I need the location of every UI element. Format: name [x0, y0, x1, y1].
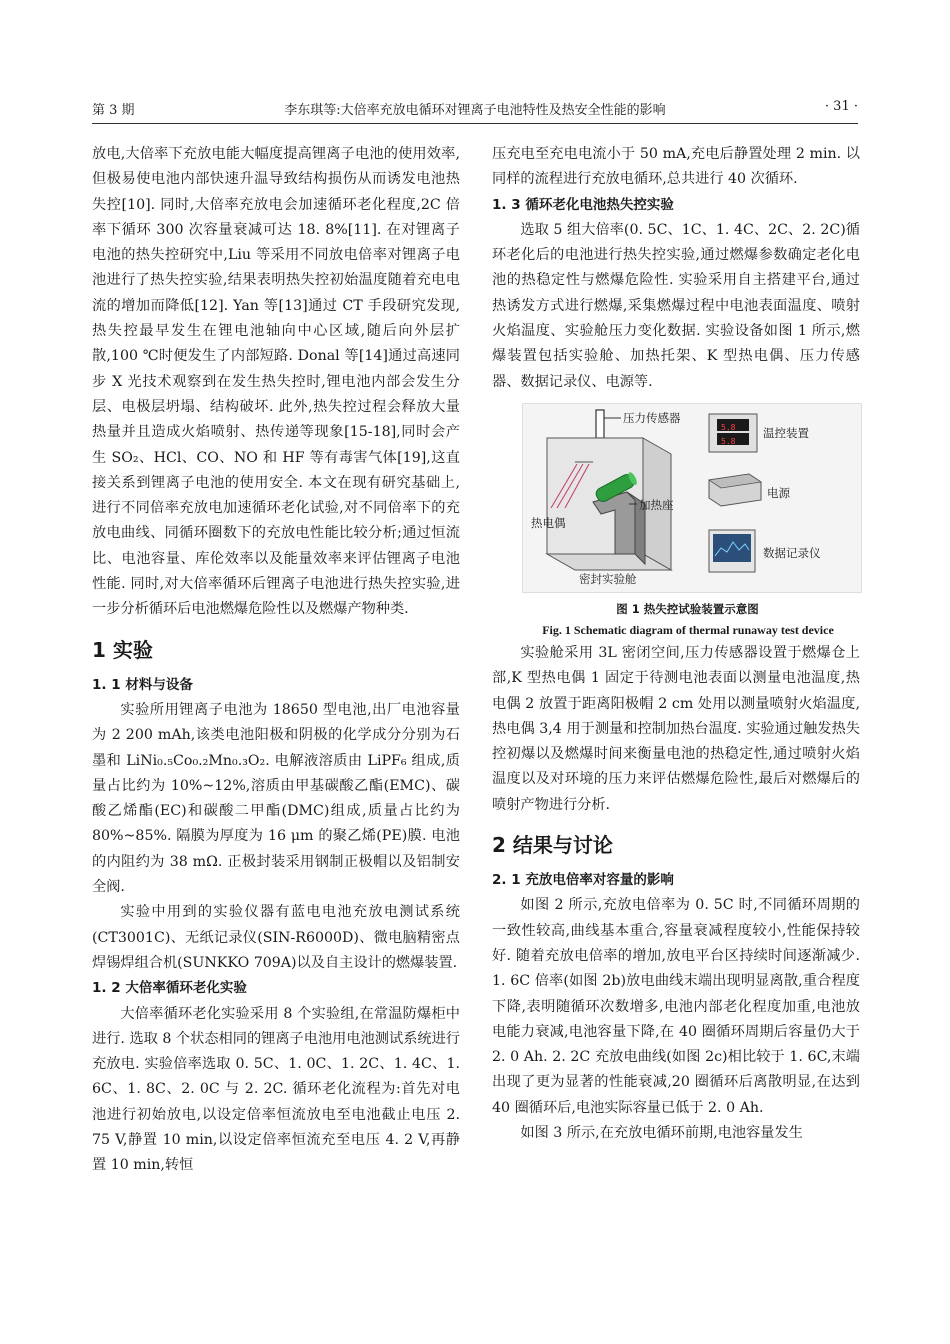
page-number: · 31 ·: [824, 99, 858, 114]
label-sealed-chamber: 密封实验舱: [579, 571, 637, 586]
label-data-recorder: 数据记录仪: [763, 545, 821, 560]
subsection-heading: 1. 3 循环老化电池热失控实验: [492, 196, 674, 213]
figure-caption-zh: 图 1 热失控试验装置示意图: [616, 601, 759, 616]
figure-1-device-diagram: [522, 403, 862, 593]
subsection-heading: 1. 1 材料与设备: [92, 676, 193, 693]
label-pressure-sensor: 压力传感器: [623, 410, 681, 425]
section-heading: 2 结果与讨论: [492, 833, 613, 858]
paragraph: 实验舱采用 3L 密闭空间,压力传感器设置于燃爆仓上部,K 型热电偶 1 固定于待测电池表面以测量电池温度,热电偶 2 放置于距离阳极帽 2 cm 处用以测量喷射火焰温度,热电偶 3,4 用于测量和控制加热台温度. 实验通过触发热失控初爆以及燃爆时间来衡量电池的热稳定性,通过喷射火焰温度以及对环境的压力来评估燃爆危险性,最后对燃爆后的喷射产物进行分析.: [492, 644, 860, 813]
paragraph: 大倍率循环老化实验采用 8 个实验组,在常温防爆柜中进行. 选取 8 个状态相同的锂离子电池用电池测试系统进行充放电. 实验倍率选取 0. 5C、1. 0C、1. 2C、1. 4C、1. 6C、1. 8C、2. 0C 与 2. 2C. 循环老化流程为:首先对电池进行初始放电,以设定倍率恒流放电至电池截止电压 2. 75 V,静置 10 min,以设定倍率恒流充至电压 4. 2 V,再静置 10 min,转恒: [92, 1005, 460, 1174]
label-thermocouple: 热电偶: [531, 515, 566, 530]
running-header: [92, 97, 858, 124]
section-heading: 1 实验: [92, 637, 153, 662]
controller-readout-bottom: 5.8: [721, 436, 736, 446]
paragraph: 选取 5 组大倍率(0. 5C、1C、1. 4C、2C、2. 2C)循环老化后的电池进行热失控实验,通过燃爆参数确定老化电池的热稳定性与燃爆危险性. 实验采用自主搭建平台,通过热诱发方式进行燃爆,采集燃爆过程中电池表面温度、喷射火焰温度、实验舱压力变化数据. 实验设备如图 1 所示,燃爆装置包括实验舱、加热托架、K 型热电偶、压力传感器、数据记录仪、电源等.: [492, 221, 860, 390]
label-power-supply: 电源: [767, 485, 790, 500]
controller-readout-top: 5.8: [721, 422, 736, 432]
issue-number: 第 3 期: [92, 103, 135, 118]
device-schematic: [523, 404, 861, 592]
running-title: 李东琪等:大倍率充放电循环对锂离子电池特性及热安全性能的影响: [284, 103, 666, 118]
paragraph: 如图 3 所示,在充放电循环前期,电池容量发生: [520, 1125, 803, 1142]
recorder-screen: [713, 534, 751, 562]
left-column: [92, 142, 460, 1179]
subsection-heading: 1. 2 大倍率循环老化实验: [92, 980, 247, 997]
figure-caption-en: Fig. 1 Schematic diagram of thermal runaway test device: [542, 622, 834, 637]
paragraph: 压充电至充电电流小于 50 mA,充电后静置处理 2 min. 以同样的流程进行充放电循环,总共进行 40 次循环.: [492, 146, 860, 188]
paragraph: 实验所用锂离子电池为 18650 型电池,出厂电池容量为 2 200 mAh,该类电池阳极和阴极的化学成分分别为石墨和 LiNi₀.₅Co₀.₂Mn₀.₃O₂. 电解液溶质由 LiPF₆ 组成,质量占比约为 10%~12%,溶质由甲基碳酸乙酯(EMC)、碳酸乙烯酯(EC)和碳酸二甲酯(DMC)组成,质量占比约为 80%~85%. 隔膜为厚度为 16 μm 的聚乙烯(PE)膜. 电池的内阻约为 38 mΩ. 正极封装采用钢制正极帽以及铝制安全阀.: [92, 701, 460, 896]
label-temp-controller: 温控装置: [763, 425, 809, 440]
pressure-sensor-shape: [596, 410, 604, 438]
paragraph: 实验中用到的实验仪器有蓝电电池充放电测试系统(CT3001C)、无纸记录仪(SIN-R6000D)、微电脑精密点焊锡焊组合机(SUNKKO 709A)以及自主设计的燃爆装置.: [92, 904, 460, 971]
paragraph: 放电,大倍率下充放电能大幅度提高锂离子电池的使用效率,但极易使电池内部快速升温导致结构损伤从而诱发电池热失控[10]. 同时,大倍率充放电会加速循环老化程度,2C 倍率下循环 300 次容量衰减可达 18. 8%[11]. 在对锂离子电池的热失控研究中,Liu 等采用不同放电倍率对锂离子电池进行了热失控实验,结果表明热失控初始温度随着充电电流的增加而降低[12]. Yan 等[13]通过 CT 手段研究发现,热失控最早发生在锂电池轴向中心区域,随后向外层扩散,100 ℃时便发生了内部短路. Donal 等[14]通过高速同步 X 光技术观察到在发生热失控时,锂电池内部会发生分层、电极层坍塌、结构破坏. 此外,热失控过程会释放大量热量并且造成火焰喷射、热传递等现象[15-18],同时会产生 SO₂、HCl、CO、NO 和 HF 等有毒害气体[19],这直接关系到锂离子电池的使用安全. 本文在现有研究基础上,进行不同倍率充放电加速循环老化试验,对不同倍率下的充放电曲线、同循环圈数下的充放电性能比较分析;通过恒流比、电池容量、库伦效率以及能量效率来评估锂离子电池性能. 同时,对大倍率循环后锂离子电池进行热失控实验,进一步分析循环后电池燃爆危险性以及燃爆产物种类.: [92, 146, 460, 618]
subsection-heading: 2. 1 充放电倍率对容量的影响: [492, 872, 674, 889]
label-heating-seat: 加热座: [639, 497, 674, 512]
paragraph: 如图 2 所示,充放电倍率为 0. 5C 时,不同循环周期的一致性较高,曲线基本重合,容量衰减程度较小,性能保持较好. 随着充放电倍率的增加,放电平台区持续时间逐渐减少. 1. 6C 倍率(如图 2b)放电曲线末端出现明显离散,重合程度下降,表明随循环次数增多,电池内部老化程度加重,电池放电能力衰减,电池容量下降,在 40 圈循环周期后容量仍大于 2. 0 Ah. 2. 2C 充放电曲线(如图 2c)相比较于 1. 6C,末端出现了更为显著的性能衰减,20 圈循环后离散明显,在达到 40 圈循环后,电池实际容量已低于 2. 0 Ah.: [492, 897, 860, 1116]
right-column: [492, 142, 860, 1146]
